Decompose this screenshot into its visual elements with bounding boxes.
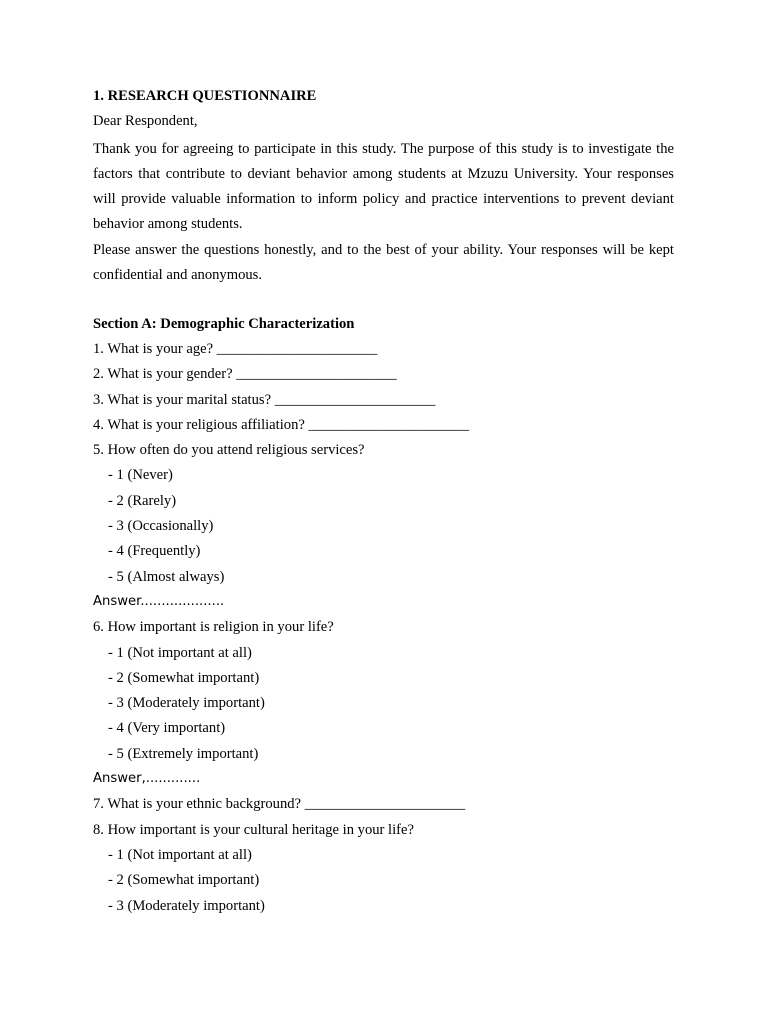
instructions-paragraph: Please answer the questions honestly, and to the best of your ability. Your responses will be kept confidential and anonymous.	[93, 241, 674, 284]
question-6: 6. How important is religion in your life?	[93, 619, 334, 636]
intro-paragraph: Thank you for agreeing to participate in this study. The purpose of this study is to investigate the factors that contribute to deviant behavior among students at Mzuzu University. Your responses will provide valuable information to inform policy and practice interventions to prevent deviant behavior among students.	[93, 140, 674, 233]
question-6-answer-line: Answer,.............	[93, 771, 201, 787]
question-5-option: - 5 (Almost always)	[108, 568, 225, 585]
question-6-option: - 5 (Extremely important)	[108, 745, 259, 762]
question-5-option: - 2 (Rarely)	[108, 492, 177, 509]
question-5: 5. How often do you attend religious services?	[93, 442, 365, 459]
question-6-option: - 2 (Somewhat important)	[108, 669, 260, 686]
question-8-option: - 1 (Not important at all)	[108, 846, 252, 863]
section-a-heading: Section A: Demographic Characterization	[93, 315, 355, 332]
question-3: 3. What is your marital status? ______________________	[93, 391, 436, 408]
question-6-option: - 4 (Very important)	[108, 720, 226, 737]
question-5-option: - 3 (Occasionally)	[108, 518, 214, 535]
question-4: 4. What is your religious affiliation? ______________________	[93, 416, 470, 433]
document-body	[93, 86, 674, 921]
question-5-option: - 1 (Never)	[108, 467, 173, 484]
document-title: 1. RESEARCH QUESTIONNAIRE	[93, 88, 317, 104]
blank-line	[93, 288, 674, 313]
question-2: 2. What is your gender? ______________________	[93, 366, 397, 383]
question-6-option: - 1 (Not important at all)	[108, 644, 252, 661]
question-6-option: - 3 (Moderately important)	[108, 695, 265, 712]
question-8: 8. How important is your cultural heritage in your life?	[93, 821, 414, 838]
question-8-option: - 3 (Moderately important)	[108, 897, 265, 914]
question-5-option: - 4 (Frequently)	[108, 543, 201, 560]
question-7: 7. What is your ethnic background? ______________________	[93, 796, 466, 813]
question-5-answer-line: Answer....................	[93, 593, 225, 609]
question-1: 1. What is your age? ______________________	[93, 340, 378, 357]
salutation: Dear Respondent,	[93, 113, 198, 130]
question-8-option: - 2 (Somewhat important)	[108, 872, 260, 889]
